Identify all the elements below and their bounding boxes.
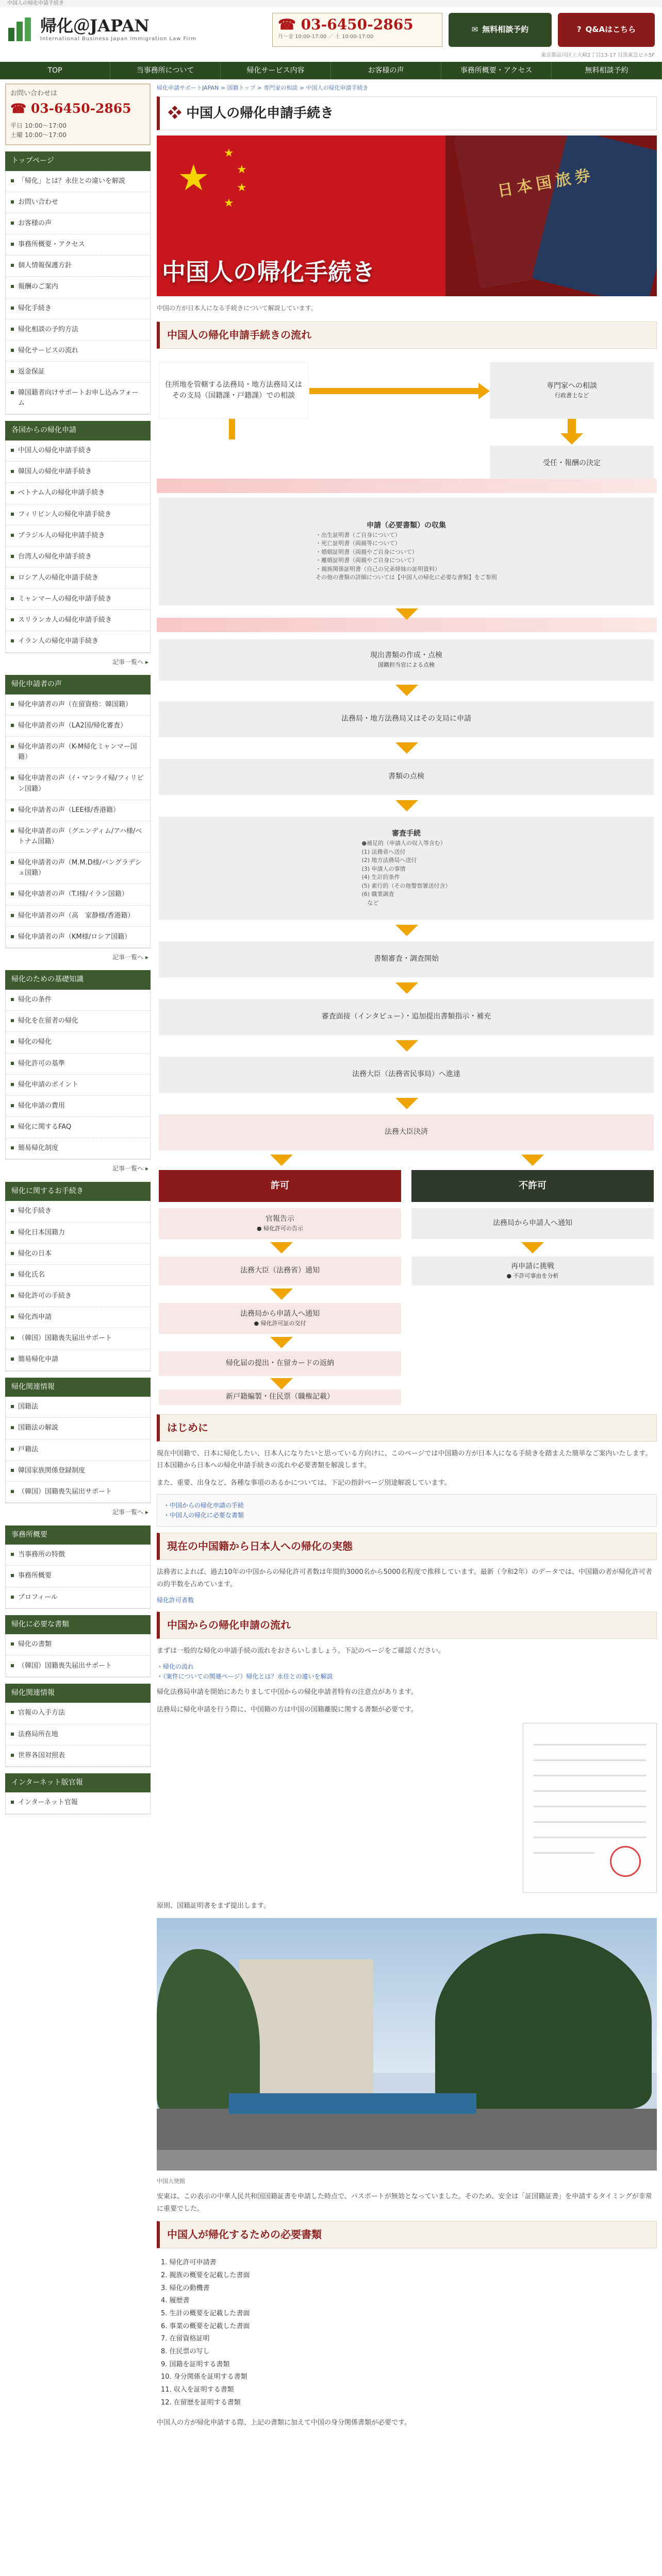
- sidebar-item[interactable]: スリランカ人の帰化申請手続き: [6, 610, 150, 631]
- now-heading: 現在の中国籍から日本人への帰化の実態: [157, 1533, 657, 1560]
- certificate-image: [523, 1723, 657, 1893]
- list-item: 11. 収入を証明する書類: [161, 2386, 234, 2394]
- sidebar-item[interactable]: 帰化申請のポイント: [6, 1075, 150, 1096]
- flag-star-icon: ★: [237, 163, 247, 177]
- sidebar-item[interactable]: ロシア人の帰化申請手続き: [6, 568, 150, 589]
- flow2-paragraph: まずは一般的な帰化の申請手続の流れをおさらいしましょう。下記のページをご確認ください。: [157, 1647, 445, 1655]
- sidebar-heading-office: 事務所概要: [5, 1526, 151, 1545]
- sidebar-item[interactable]: フィリピン人の帰化申請手続き: [6, 504, 150, 526]
- flow-arrow: [229, 419, 235, 439]
- embassy-photo: [157, 1918, 657, 2171]
- sidebar-related-list: [5, 1201, 151, 1371]
- flow-reject: 不許可: [411, 1170, 654, 1202]
- sidebar-item[interactable]: 簡易帰化制度: [6, 1138, 150, 1159]
- list-item: 4. 履歴書: [161, 2297, 190, 2305]
- list-item: 10. 身分関係を証明する書類: [161, 2373, 247, 2381]
- flow-arrow: [270, 1289, 293, 1300]
- mail-icon: ✉: [471, 25, 478, 35]
- intro-paragraph: 現在中国籍で、日本に帰化したい、日本人になりたいと思っている方向けに、このページでは中国籍の方が日本人になる手続きを踏まえた簡単なご案内いたします。日本国籍から日本への帰化申請手続きの流れや必要書類を解説します。: [157, 1449, 652, 1470]
- top-strip: 中国人の帰化申請手続き: [0, 0, 662, 7]
- sidebar-visa-list: [5, 1397, 151, 1503]
- gnav-top[interactable]: TOP: [0, 62, 110, 79]
- sidebar-tel-label: お問い合わせは: [10, 90, 58, 97]
- sidebar-heading-ext: インターネット版官報: [5, 1773, 151, 1793]
- flow-approve-4: 帰化届の提出・在留カードの返納: [159, 1351, 401, 1376]
- sidebar-heading-cases: 帰化申請者の声: [5, 675, 151, 694]
- now-paragraph: 法務省によれば、過去10年の中国からの帰化許可者数は年間約3000名から5000名程度で推移しています。最新（令和2年）のデータでは、中国籍の者が帰化許可者の約半数を占めています。: [157, 1568, 652, 1588]
- intro-link[interactable]: ・中国からの帰化申請の手続: [163, 1502, 244, 1510]
- sidebar-basics-list: [5, 990, 151, 1160]
- header-address: 東京都品川区上大崎2丁目13-17 目黒東急ビル5F: [541, 53, 655, 58]
- sidebar-heading-country: 各国からの帰化申請: [5, 421, 151, 440]
- flow-approve-3: 法務局から申請人へ通知 ● 帰化許可証の交付: [159, 1303, 401, 1334]
- flow-arrow: [395, 1098, 418, 1109]
- list-item: 7. 在留資格証明: [161, 2335, 210, 2343]
- faq-button[interactable]: ? Q&Aはこちら: [558, 13, 655, 47]
- flow-arrow: [395, 685, 418, 696]
- flow-decision: 法務大臣決済: [159, 1114, 654, 1150]
- sidebar-item[interactable]: 国籍法の解説: [6, 1418, 150, 1439]
- sidebar-item[interactable]: 帰化サービスの流れ: [6, 341, 150, 362]
- logo-mark-icon: [7, 16, 34, 43]
- sidebar-faq-list: [5, 1634, 151, 1677]
- sidebar-item[interactable]: 事務所概要・アクセス: [6, 234, 150, 256]
- seal-stamp-image: [610, 1846, 641, 1877]
- intro-paragraph: また、重要、出身など、各種な事項のあるかについては、下記の指針ページ別途解説しています。: [157, 1479, 451, 1487]
- sidebar-item[interactable]: 戸籍法: [6, 1439, 150, 1461]
- flow-check: 書類の点検: [159, 759, 654, 795]
- site-logo[interactable]: [7, 16, 265, 43]
- sidebar-heading-visa: 帰化関連情報: [5, 1378, 151, 1397]
- question-icon: ?: [576, 25, 582, 35]
- flow-interview: 審査面接（インタビュー）・追加提出書類指示・補充: [159, 999, 654, 1035]
- sidebar-hours: 平日 10:00〜17:00 土曜 10:00〜17:00: [10, 122, 67, 139]
- breadcrumb[interactable]: 帰化申請サポートJAPAN > 国籍トップ > 専門家の相談 > 中国人の帰化申請手続き: [157, 84, 369, 91]
- sidebar-item[interactable]: 帰化に関するFAQ: [6, 1117, 150, 1138]
- sidebar-item[interactable]: 世界各国対照表: [6, 1745, 150, 1767]
- list-item: 1. 帰化許可申請書: [161, 2259, 217, 2267]
- sidebar-item[interactable]: （韓国）国籍喪失届出サポート: [6, 1328, 150, 1349]
- global-nav: [0, 62, 662, 79]
- photo-caption: 中国大使館: [157, 2178, 185, 2185]
- flow-create: 現出書類の作成・点検 国籍担当官による点検: [159, 639, 654, 681]
- sidebar-item[interactable]: （韓国）国籍喪失届出サポート: [6, 1482, 150, 1503]
- list-item: 8. 住民票の写し: [161, 2348, 210, 2356]
- flow-arrow: [521, 1242, 544, 1253]
- header-tel-box[interactable]: [272, 13, 442, 47]
- intro-heading: はじめに: [157, 1414, 657, 1442]
- sidebar-item[interactable]: 帰化許可の基準: [6, 1054, 150, 1075]
- sidebar-office-list: [5, 1545, 151, 1608]
- sidebar-item[interactable]: 帰化氏名: [6, 1265, 150, 1286]
- sidebar-item[interactable]: 帰化申請者の声（グエンディム/アハ様/ベトナム国籍）: [6, 821, 150, 853]
- sidebar-item[interactable]: プロフィール: [6, 1587, 150, 1608]
- flow-submit: 法務局・地方法務局又はその支局に申請: [159, 701, 654, 737]
- flow-arrow: [270, 1155, 293, 1166]
- flow-arrow: [270, 1242, 293, 1253]
- sidebar-item[interactable]: 個人情報保護方針: [6, 256, 150, 277]
- flow-approve-5: 新戸籍編製・住民票（職権記載）: [159, 1389, 401, 1405]
- sidebar-country-list: [5, 440, 151, 653]
- flow-arrow: [270, 1337, 293, 1348]
- sidebar-item[interactable]: 帰化の条件: [6, 990, 150, 1011]
- sidebar-heading-basics: 帰化のための基礎知識: [5, 970, 151, 990]
- page-title: ❖ 中国人の帰化申請手続き: [157, 96, 657, 130]
- sidebar-item[interactable]: ブラジル人の帰化申請手続き: [6, 526, 150, 547]
- flow-arrow: [395, 608, 418, 620]
- sidebar-item[interactable]: 帰化の日本: [6, 1244, 150, 1265]
- sidebar-item[interactable]: 帰化申請者の声（LA2国/帰化審査）: [6, 716, 150, 737]
- list-item: 2. 親族の概要を記載した書面: [161, 2271, 250, 2279]
- sidebar-heading-faq: 帰化に必要な書類: [5, 1615, 151, 1635]
- list-item: 12. 在留歴を証明する書類: [161, 2398, 241, 2406]
- sidebar-item[interactable]: 当事務所の特徴: [6, 1545, 150, 1566]
- sidebar-item[interactable]: インターネット官報: [6, 1792, 150, 1814]
- sidebar-item[interactable]: ミャンマー人の帰化申請手続き: [6, 589, 150, 610]
- sidebar-item[interactable]: 帰化手続き: [6, 298, 150, 319]
- hero-label: 中国人の帰化手続き: [162, 258, 375, 286]
- sidebar-more-link[interactable]: 記事一覧へ ▸: [5, 948, 151, 964]
- flow3-paragraph: 安東は、この表示の中華人民共和国国籍証書を申請した時点で、パスポートが無効となっていました。そのため、安全は「証国籍証書」を申請するタイミングが非常に重要でした。: [157, 2193, 652, 2213]
- diamond-icon: ❖: [168, 106, 187, 122]
- sidebar-item[interactable]: 帰化申請者の声（高 家静様/香港籍）: [6, 906, 150, 927]
- sidebar-item[interactable]: 帰化申請者の声（T.I様/イラン国籍）: [6, 884, 150, 905]
- sidebar-item[interactable]: 国籍法: [6, 1397, 150, 1418]
- sidebar-more-link[interactable]: 記事一覧へ ▸: [5, 1503, 151, 1519]
- flow-expert-consult: 専門家への相談 行政書士など: [490, 362, 654, 419]
- list-item: 6. 事業の概要を記載した書面: [161, 2322, 250, 2330]
- flag-star-icon: ★: [224, 197, 234, 210]
- flow2-paragraph: 法務局に帰化申請を行う際に、中国籍の方は中国の国籍離脱に関する書類が必要です。: [157, 1705, 418, 1714]
- gnav-access[interactable]: 事務所概要・アクセス: [441, 62, 552, 79]
- intro-text: 中国の方が日本人になる手続きについて解説しています。: [157, 304, 317, 312]
- docs-heading: 中国人が帰化するための必要書類: [157, 2221, 657, 2248]
- flow-band: [157, 618, 657, 632]
- sidebar-tel-number: ☎ 03-6450-2865: [10, 101, 131, 116]
- flow-contract: 受任・報酬の決定: [490, 446, 654, 482]
- sidebar-item[interactable]: 帰化申請の費用: [6, 1096, 150, 1117]
- sidebar-item[interactable]: （韓国）国籍喪失届出サポート: [6, 1656, 150, 1677]
- sidebar-item[interactable]: 帰化許可の手続き: [6, 1286, 150, 1307]
- flow-heading: 中国人の帰化申請手続きの流れ: [157, 321, 657, 349]
- flow-arrow: [395, 1040, 418, 1052]
- sidebar-tel-box[interactable]: [5, 83, 151, 145]
- sidebar-more-link[interactable]: 記事一覧へ ▸: [5, 1160, 151, 1176]
- intro-link-box: [157, 1494, 657, 1527]
- sidebar-item[interactable]: 「帰化」とは？永住との違いを解説: [6, 171, 150, 192]
- flow2-paragraph: 原則、国籍証明書をまず提出します。: [157, 1902, 270, 1910]
- flow-arrow: [568, 419, 576, 434]
- consult-button[interactable]: ✉ 無料相談予約: [449, 13, 552, 47]
- flow-reject-2: 再申請に挑戦 ● 不許可事由を分析: [411, 1257, 654, 1285]
- sidebar-item[interactable]: 帰化相談の予約方法: [6, 319, 150, 341]
- sidebar-item[interactable]: イラン人の帰化申請手続き: [6, 631, 150, 652]
- sidebar-item[interactable]: 帰化申請者の声（在留資格：韓国籍）: [6, 694, 150, 716]
- sidebar-item[interactable]: 帰化手続き: [6, 1201, 150, 1222]
- sidebar-item[interactable]: ベトナム人の帰化申請手続き: [6, 483, 150, 504]
- flag-star-icon: ★: [224, 147, 234, 160]
- flow2-link[interactable]: ・（案件についての関連ページ）帰化とは？永住との違いを解説: [157, 1672, 333, 1680]
- phone-icon: ☎: [10, 101, 31, 116]
- flow-approve: 許可: [159, 1170, 401, 1202]
- sidebar-heading-related: 帰化に関するお手続き: [5, 1182, 151, 1201]
- sidebar-menu: [5, 171, 151, 415]
- sidebar-item[interactable]: 韓国籍者向けサポートお申し込みフォーム: [6, 383, 150, 414]
- flow-arrow: [395, 800, 418, 811]
- list-item: 9. 国籍を証明する書類: [161, 2360, 230, 2368]
- sidebar-item[interactable]: 韓国人の帰化申請手続き: [6, 462, 150, 483]
- hero-image: [157, 135, 657, 296]
- list-item: 5. 生計の概要を記載した書面: [161, 2310, 250, 2317]
- flow-arrow: [521, 1155, 544, 1166]
- flow-approve-2: 法務大臣（法務省）通知: [159, 1257, 401, 1285]
- sidebar-item[interactable]: 報酬のご案内: [6, 277, 150, 298]
- sidebar-item[interactable]: 帰化の書類: [6, 1634, 150, 1655]
- flow2-link[interactable]: ・帰化の流れ: [157, 1663, 194, 1671]
- phone-icon: ☎: [278, 16, 301, 33]
- logo-name: 帰化＠JAPAN: [40, 16, 150, 36]
- flow-approve-1: 官報告示 ● 帰化許可の告示: [159, 1208, 401, 1239]
- flow-review: 審査手続 ●補足的（申請人の収入等含む） (1) 法務省へ送付 (2) 地方法務局へ送付 (3) 申請人の事情 (4) 生計的条件 (5) 素行的（その他警察署送付含） (6) 職業調査 など: [159, 817, 654, 920]
- logo-tagline: International Business Japan Immigration Law Firm: [40, 36, 197, 42]
- flow-arrow: [395, 982, 418, 994]
- flow-arrow: [309, 388, 479, 394]
- flag-star-icon: ★: [177, 157, 210, 199]
- sidebar-item[interactable]: 帰化申請者の声（M.M.D様/バングラデシュ国籍）: [6, 853, 150, 884]
- required-docs-list: [157, 2255, 657, 2411]
- flow2-paragraph: 帰化法務局申請を開始にあたりまして中国からの帰化申請者特有の注意点があります。: [157, 1688, 418, 1697]
- gnav-about[interactable]: 当事務所について: [110, 62, 221, 79]
- flow-arrow: [478, 383, 490, 399]
- site-header: [0, 7, 662, 53]
- sidebar: [5, 79, 151, 2434]
- sidebar-item[interactable]: 帰化申請者の声（LEE様/香港籍）: [6, 800, 150, 821]
- sidebar-item[interactable]: 台湾人の帰化申請手続き: [6, 547, 150, 568]
- gnav-booking[interactable]: 無料相談予約: [552, 62, 662, 79]
- sidebar-item[interactable]: 帰化申請者の声（K-M帰化ミャンマー国籍）: [6, 737, 150, 768]
- flow-start-left: 住所地を管轄する法務局・地方法務局又はその支局（国籍課・戸籍課）での相談: [159, 362, 308, 419]
- sidebar-item[interactable]: 返金保証: [6, 362, 150, 383]
- flow-arrow: [560, 433, 583, 445]
- sidebar-more-link[interactable]: 記事一覧へ ▸: [5, 653, 151, 669]
- sidebar-item[interactable]: 帰化日本国籍力: [6, 1223, 150, 1244]
- sidebar-cases-list: [5, 694, 151, 948]
- sidebar-links-list: [5, 1703, 151, 1767]
- sidebar-item[interactable]: 帰化申請者の声（ｲ・マンライ帰/フィリピン国籍）: [6, 768, 150, 800]
- docs-paragraph: 中国人の方が帰化申請する際、上記の書類に加えて中国の身分関係書類が必要です。: [157, 2418, 411, 2427]
- header-hours: 月〜金 10:00-17:00 ／ 土 10:00-17:00: [278, 34, 374, 40]
- passport-text: 日本国旅券: [496, 166, 596, 201]
- flow-chart: [157, 355, 657, 1406]
- flow-arrow: [270, 1378, 293, 1389]
- sidebar-item[interactable]: お客様の声: [6, 213, 150, 234]
- flow-reject-1: 法務局から申請人へ通知: [411, 1208, 654, 1239]
- sidebar-item[interactable]: 法務局所在地: [6, 1724, 150, 1745]
- gnav-service[interactable]: 帰化サービス内容: [221, 62, 331, 79]
- sidebar-item[interactable]: 韓国家族関係登録制度: [6, 1461, 150, 1482]
- flow-band: [157, 479, 657, 493]
- sidebar-item[interactable]: 帰化を在留者の帰化: [6, 1011, 150, 1032]
- now-link[interactable]: 帰化許可者数: [157, 1597, 194, 1604]
- sidebar-item[interactable]: 帰化の帰化: [6, 1032, 150, 1053]
- flow-doc-check: 書類審査・調査開始: [159, 941, 654, 977]
- sidebar-heading-links: 帰化関連情報: [5, 1684, 151, 1703]
- main-content: [157, 79, 657, 2434]
- sidebar-item[interactable]: 中国人の帰化申請手続き: [6, 440, 150, 462]
- sidebar-item[interactable]: 帰化申請者の声（KM様/ロシア国籍）: [6, 927, 150, 948]
- list-item: 3. 帰化の動機書: [161, 2284, 210, 2292]
- flow-arrow: [395, 742, 418, 754]
- sidebar-heading-top: トップページ: [5, 151, 151, 171]
- gnav-voice[interactable]: お客様の声: [331, 62, 441, 79]
- flag-star-icon: ★: [237, 181, 247, 195]
- flow2-heading: 中国からの帰化申請の流れ: [157, 1612, 657, 1639]
- flow-judge: 法務大臣（法務省民事局）へ進達: [159, 1057, 654, 1093]
- sidebar-item[interactable]: 簡易帰化申請: [6, 1349, 150, 1370]
- intro-link[interactable]: ・中国人の帰化に必要な書類: [163, 1511, 244, 1519]
- sidebar-ext-list: [5, 1792, 151, 1814]
- sidebar-item[interactable]: お問い合わせ: [6, 192, 150, 213]
- flow-docs: 申請（必要書類）の収集 ・出生証明書（ご自身について） ・死亡証明書（両親等について） ・婚姻証明書（両親やご自身について） ・離婚証明書（両親やご自身について） ・親族関係証明書（自己の兄弟姉妹の証明資料） その他の書類の詳細については【中国人の帰化に必要な書類】をご参照: [159, 497, 654, 605]
- sidebar-item[interactable]: 事務所概要: [6, 1566, 150, 1587]
- flow-arrow: [395, 925, 418, 936]
- sidebar-item[interactable]: 官報の入手方法: [6, 1703, 150, 1724]
- sidebar-item[interactable]: 帰化西申請: [6, 1307, 150, 1328]
- header-tel-number: ☎ 03-6450-2865: [278, 16, 413, 33]
